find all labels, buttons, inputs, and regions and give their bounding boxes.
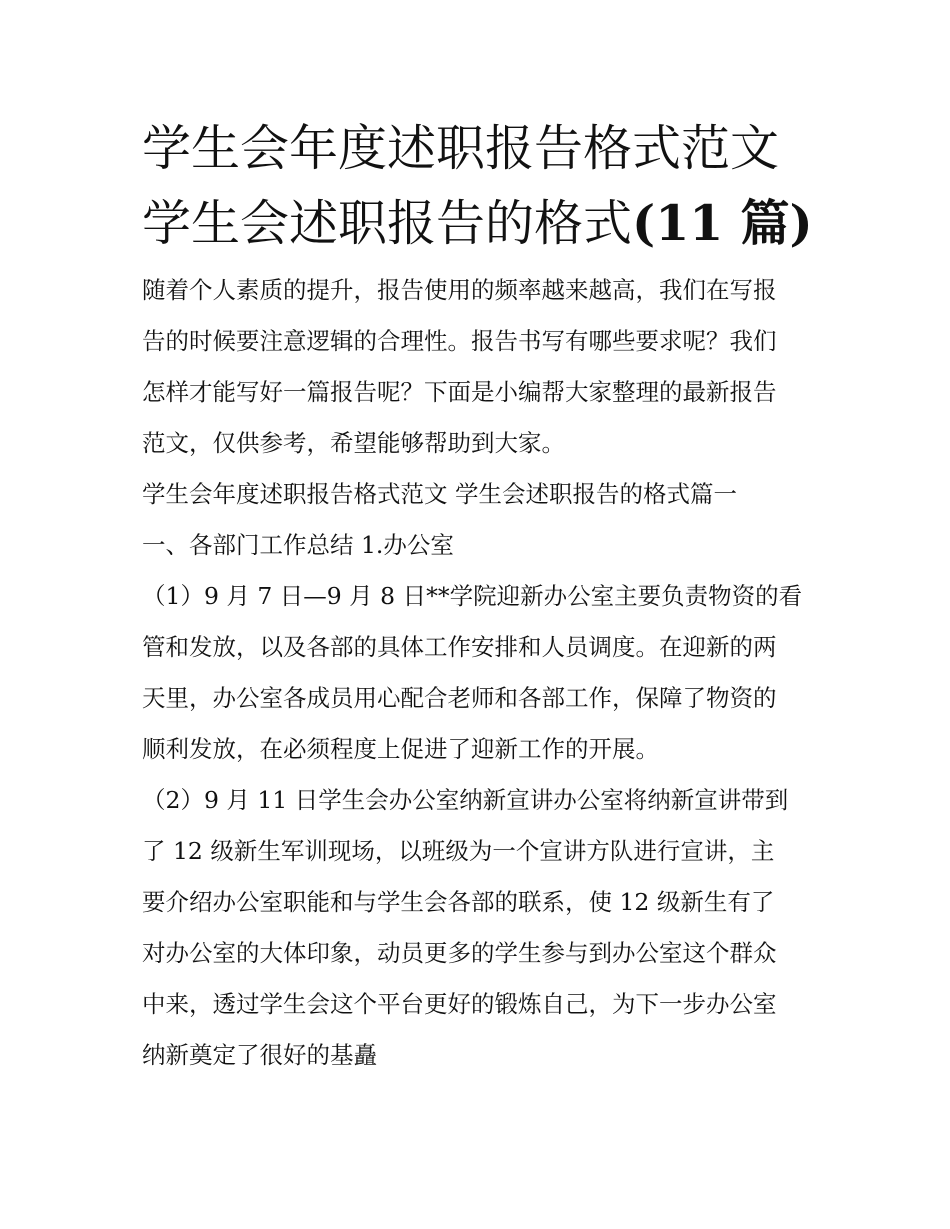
item-1-paragraph [142,571,822,775]
subheading [142,520,822,571]
item-1-line: 天里，办公室各成员用心配合老师和各部工作，保障了物资的 [142,684,777,712]
item-2-line: （2）9 月 11 日学生会办公室纳新宣讲办公室将纳新宣讲带到 [142,786,789,814]
section-heading-text: 学生会年度述职报告格式范文 学生会述职报告的格式篇一 [142,480,737,508]
section-heading [142,469,822,520]
intro-line: 告的时候要注意逻辑的合理性。报告书写有哪些要求呢？我们 [142,327,777,355]
item-1-line: 管和发放，以及各部的具体工作安排和人员调度。在迎新的两 [142,633,777,661]
subheading-text: 一、各部门工作总结 1.办公室 [142,531,454,559]
intro-line: 怎样才能写好一篇报告呢？下面是小编帮大家整理的最新报告 [142,378,777,406]
title-line-1: 学生会年度述职报告格式范文 [142,120,780,177]
item-1-line: 顺利发放，在必须程度上促进了迎新工作的开展。 [142,735,659,763]
item-2-paragraph [142,775,822,1081]
title-line-2-text: 学生会述职报告的格式 [142,195,633,252]
item-2-line: 中来，透过学生会这个平台更好的锻炼自己，为下一步办公室 [142,990,777,1018]
document-page [142,112,822,1081]
document-title [142,112,822,261]
intro-line: 范文，仅供参考，希望能够帮助到大家。 [142,429,565,457]
item-1-line: （1）9 月 7 日—9 月 8 日**学院迎新办公室主要负责物资的看 [142,582,803,610]
intro-line: 随着个人素质的提升，报告使用的频率越来越高，我们在写报 [142,276,777,304]
title-line-2 [142,186,822,261]
item-2-line: 了 12 级新生军训现场，以班级为一个宣讲方队进行宣讲，主 [142,837,775,865]
title-count: (11 篇) [632,194,813,252]
item-2-line: 对办公室的大体印象，动员更多的学生参与到办公室这个群众 [142,939,777,967]
item-2-line: 纳新奠定了很好的基矗 [142,1041,377,1069]
intro-paragraph [142,265,822,469]
item-2-line: 要介绍办公室职能和与学生会各部的联系，使 12 级新生有了 [142,888,775,916]
